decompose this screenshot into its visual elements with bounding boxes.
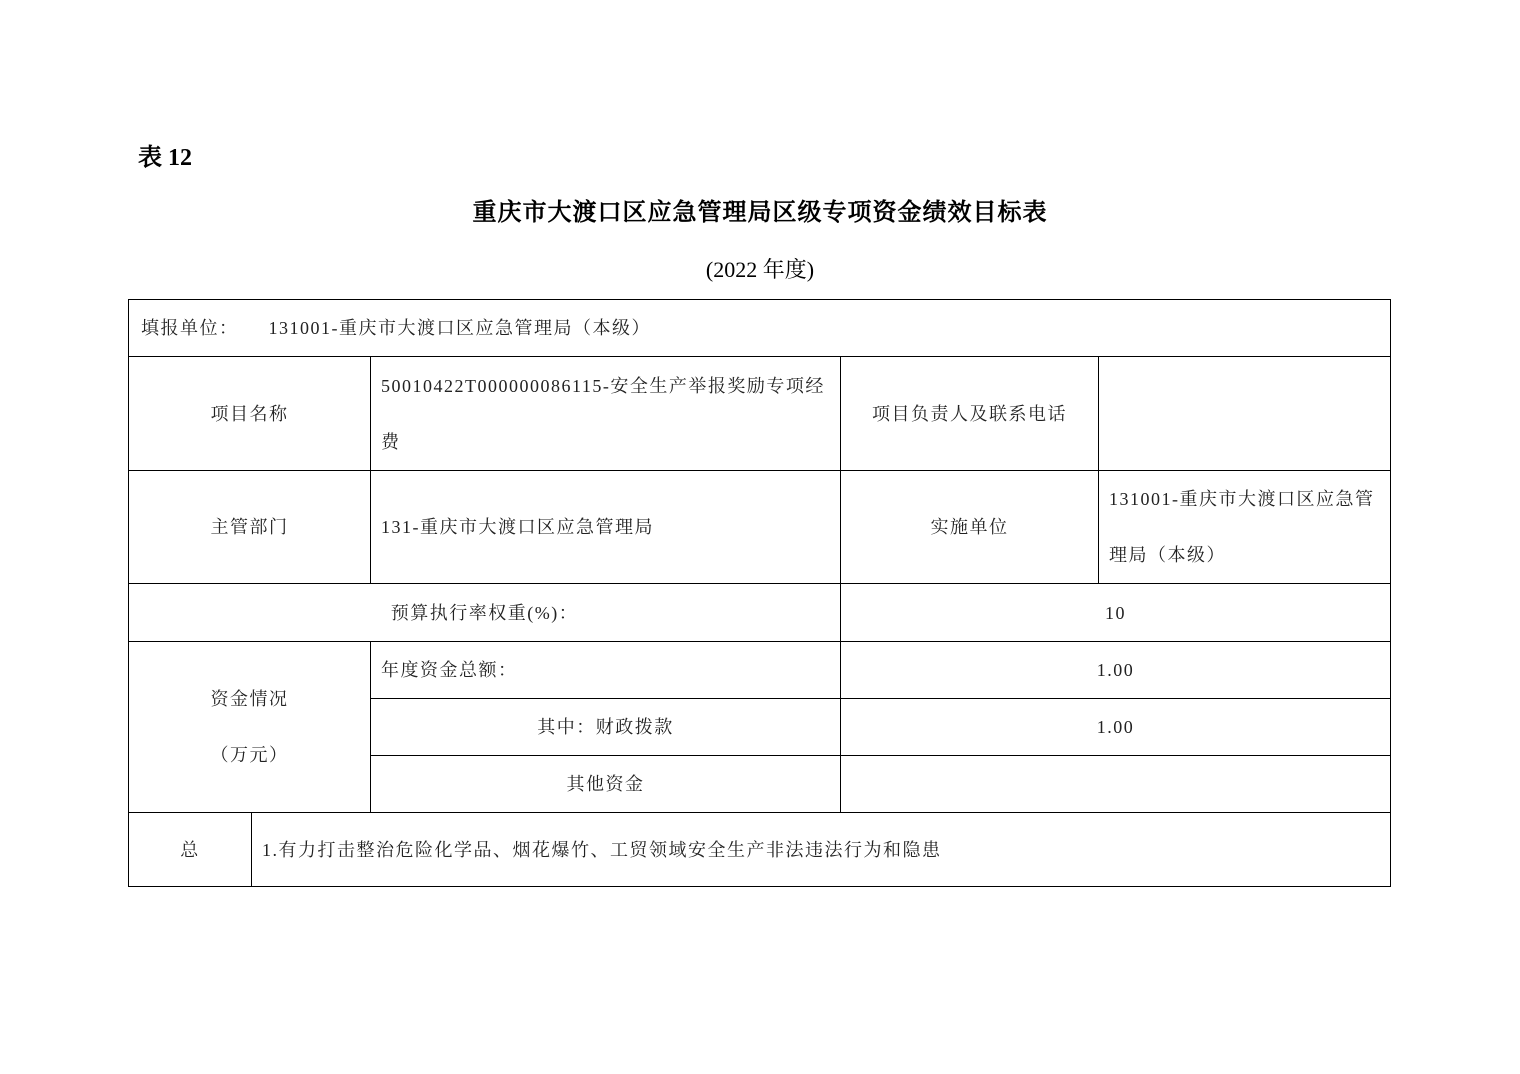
contact-value xyxy=(1099,357,1391,471)
document-title: 重庆市大渡口区应急管理局区级专项资金绩效目标表 xyxy=(472,200,1048,226)
row-annual-total xyxy=(129,642,1391,699)
fiscal-label: 其中：财政拨款 xyxy=(371,699,841,756)
contact-label: 项目负责人及联系电话 xyxy=(841,357,1099,471)
goal-text: 1.有力打击整治危险化学品、烟花爆竹、工贸领域安全生产非法违法行为和隐患 xyxy=(252,813,1391,887)
row-overall-goal xyxy=(129,813,1391,887)
funds-label: 资金情况 xyxy=(210,689,289,709)
funds-label-cell xyxy=(129,642,371,813)
project-name-value: 50010422T000000086115-安全生产举报奖励专项经费 xyxy=(371,357,841,471)
reporting-unit-cell xyxy=(129,300,1391,357)
budget-weight-label: 预算执行率权重(%)： xyxy=(129,584,841,642)
funds-unit: （万元） xyxy=(210,745,289,765)
row-project-name xyxy=(129,357,1391,471)
department-label: 主管部门 xyxy=(129,471,371,584)
row-department xyxy=(129,471,1391,584)
document-year: (2022 年度) xyxy=(705,257,815,282)
project-name-label: 项目名称 xyxy=(129,357,371,471)
table-number: 表 12 xyxy=(138,145,192,171)
row-budget-weight xyxy=(129,584,1391,642)
goal-label: 总 xyxy=(129,813,252,887)
annual-total-label: 年度资金总额： xyxy=(371,642,841,699)
other-funds-value xyxy=(841,756,1391,813)
implementing-unit-label: 实施单位 xyxy=(841,471,1099,584)
other-funds-label: 其他资金 xyxy=(371,756,841,813)
reporting-unit-value: 131001-重庆市大渡口区应急管理局（本级） xyxy=(268,318,651,338)
performance-target-table xyxy=(128,299,1391,887)
fiscal-value: 1.00 xyxy=(841,699,1391,756)
row-reporting-unit xyxy=(129,300,1391,357)
implementing-unit-value: 131001-重庆市大渡口区应急管理局（本级） xyxy=(1099,471,1391,584)
reporting-unit-label: 填报单位： xyxy=(141,318,239,338)
department-value: 131-重庆市大渡口区应急管理局 xyxy=(371,471,841,584)
budget-weight-value: 10 xyxy=(841,584,1391,642)
annual-total-value: 1.00 xyxy=(841,642,1391,699)
